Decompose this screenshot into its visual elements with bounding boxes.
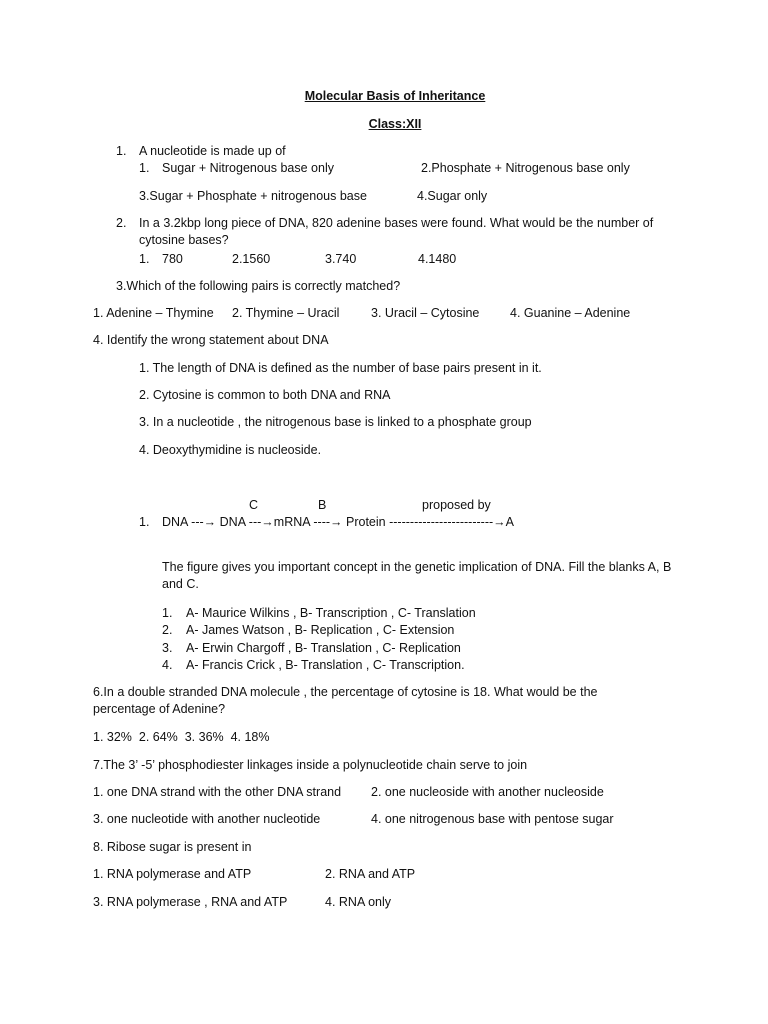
q4-option2: 2. Cytosine is common to both DNA and RNA (139, 388, 391, 402)
q3-option4: 4. Guanine – Adenine (510, 306, 631, 320)
q5-option4: A- Francis Crick , B- Translation , C- Transcription. (186, 658, 465, 672)
q1-option4: 4.Sugar only (417, 189, 488, 203)
q7-text: 7.The 3’ -5’ phosphodiester linkages inside a polynucleotide chain serve to join (93, 758, 528, 772)
q4-text: 4. Identify the wrong statement about DNA (93, 333, 329, 347)
q5-option1-number: 1. (162, 606, 173, 620)
q6-text: 6.In a double stranded DNA molecule , the percentage of cytosine is 18. What would be the percentage of Adenine? (93, 685, 598, 716)
flow-label-b: B (318, 498, 327, 512)
q1-option1: Sugar + Nitrogenous base only (162, 161, 334, 175)
q5-option2-number: 2. (162, 623, 173, 637)
flow-label-proposed: proposed by (422, 498, 491, 512)
document-title: Molecular Basis of Inheritance (304, 89, 486, 103)
q3-option2: 2. Thymine – Uracil (232, 306, 340, 320)
q5-text: The figure gives you important concept in the genetic implication of DNA. Fill the blanks A, B and C. (162, 560, 672, 591)
q5-option4-number: 4. (162, 658, 173, 672)
q1-number: 1. (116, 144, 127, 158)
q1-option1-number: 1. (139, 161, 150, 175)
q5-option3: A- Erwin Chargoff , B- Translation , C- Replication (186, 641, 461, 655)
q5-option1: A- Maurice Wilkins , B- Transcription , C- Translation (186, 606, 476, 620)
q8-option3: 3. RNA polymerase , RNA and ATP (93, 895, 288, 909)
q5-number: 1. (139, 515, 150, 529)
q7-option1: 1. one DNA strand with the other DNA strand (93, 785, 342, 799)
q1-text: A nucleotide is made up of (139, 144, 286, 158)
q6-options: 1. 32% 2. 64% 3. 36% 4. 18% (93, 730, 270, 744)
q8-text: 8. Ribose sugar is present in (93, 840, 252, 854)
flow-label-c: C (249, 498, 259, 512)
q2-number: 2. (116, 216, 127, 230)
q2-option1-number: 1. (139, 252, 150, 266)
q2-option2: 2.1560 (232, 252, 271, 266)
q8-option4: 4. RNA only (325, 895, 392, 909)
q2-option4: 4.1480 (418, 252, 457, 266)
q8-option2: 2. RNA and ATP (325, 867, 416, 881)
q4-option1: 1. The length of DNA is defined as the number of base pairs present in it. (139, 361, 542, 375)
q8-option1: 1. RNA polymerase and ATP (93, 867, 252, 881)
central-dogma-flow: DNA ---→ DNA ---→mRNA ----→ Protein -------------------------→A (162, 515, 514, 529)
q3-text: 3.Which of the following pairs is correctly matched? (116, 279, 401, 293)
q4-option4: 4. Deoxythymidine is nucleoside. (139, 443, 322, 457)
q5-option3-number: 3. (162, 641, 173, 655)
q2-option3: 3.740 (325, 252, 357, 266)
q4-option3: 3. In a nucleotide , the nitrogenous base is linked to a phosphate group (139, 415, 532, 429)
document-subtitle: Class:XII (368, 117, 422, 131)
q2-option1: 780 (162, 252, 183, 266)
q5-option2: A- James Watson , B- Replication , C- Extension (186, 623, 455, 637)
q3-option1: 1. Adenine – Thymine (93, 306, 214, 320)
q7-option2: 2. one nucleoside with another nucleoside (371, 785, 604, 799)
q7-option3: 3. one nucleotide with another nucleotide (93, 812, 321, 826)
q2-text: In a 3.2kbp long piece of DNA, 820 adenine bases were found. What would be the number of cytosine bases? (139, 216, 654, 247)
q1-option3: 3.Sugar + Phosphate + nitrogenous base (139, 189, 367, 203)
q3-option3: 3. Uracil – Cytosine (371, 306, 480, 320)
q1-option2: 2.Phosphate + Nitrogenous base only (421, 161, 630, 175)
q7-option4: 4. one nitrogenous base with pentose sugar (371, 812, 614, 826)
